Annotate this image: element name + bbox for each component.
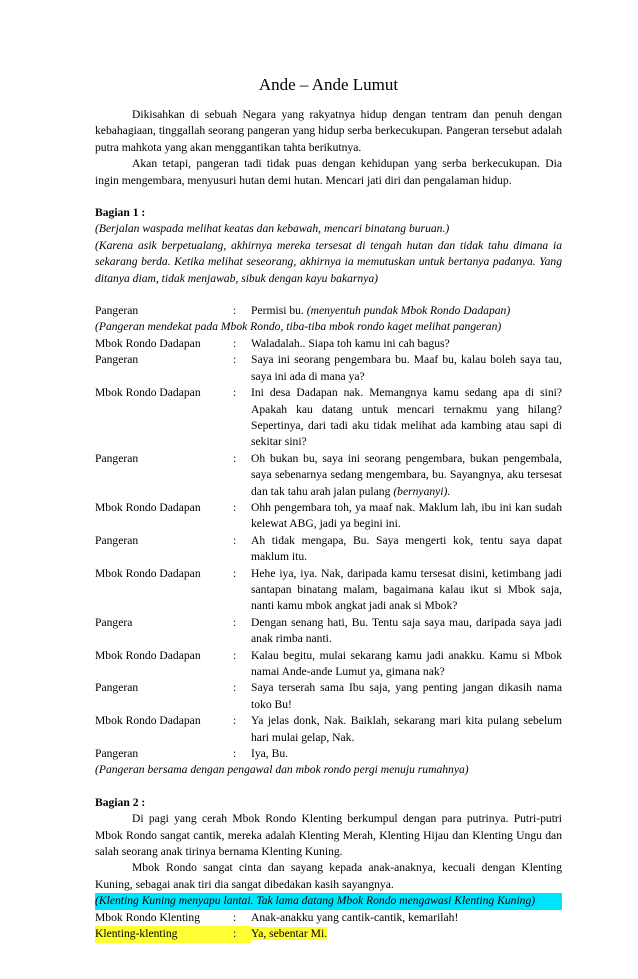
- speaker-name: Mbok Rondo Dadapan: [95, 386, 201, 400]
- intro-paragraph-1: Dikisahkan di sebuah Negara yang rakyatnya hidup dengan tentram dan penuh dengan kebahagiaan, tinggallah seorang pangeran yang hidup serba berkecukupan. Pangeran tersebut adalah putra mahkota yang akan menggantikan tahta berikutnya.: [95, 108, 562, 154]
- dialogue-row: [95, 303, 562, 319]
- speaker-name: Pangeran: [95, 747, 139, 761]
- speaker-colon: :: [233, 910, 237, 924]
- dialogue-text: Anak-anakku yang cantik-cantik, kemarilah!: [251, 910, 459, 924]
- speaker-colon: :: [233, 451, 237, 465]
- dialogue-line: [251, 926, 562, 942]
- speaker-colon: :: [233, 681, 237, 695]
- dialogue-row: [95, 352, 562, 385]
- dialogue-text: Ini desa Dadapan nak. Memangnya kamu sedang apa di sini? Apakah kau datang untuk mencari ternakmu yang hilang? Sepertinya, dari tadi aku tidak melihat ada kambing atau sapi di sekitar sini?: [251, 386, 562, 449]
- speaker-name: Pangeran: [95, 304, 139, 318]
- section-heading-bagian-1: Bagian 1 :: [95, 206, 146, 220]
- dialogue-text: Hehe iya, iya. Nak, daripada kamu tersesat disini, ketimbang jadi santapan binatang malam, bagaimana kalau ikut si Mbok saja, nanti kamu mbok angkat jadi anak si Mbok?: [251, 566, 562, 613]
- speaker-name: Mbok Rondo Dadapan: [95, 714, 201, 728]
- section-heading-bagian-2: Bagian 2 :: [95, 795, 146, 809]
- dialogue-text: Dengan senang hati, Bu. Tentu saja saya mau, daripada saya jadi anak rimba nanti.: [251, 615, 562, 646]
- speaker-colon: :: [233, 926, 251, 942]
- dialogue-text: Waladalah.. Siapa toh kamu ini cah bagus?: [251, 336, 450, 350]
- speaker-colon: :: [233, 353, 237, 367]
- bagian-2-paragraph-2: Mbok Rondo sangat cinta dan sayang kepada anak-anaknya, kecuali dengan Klenting Kuning, sebagai anak tiri dia sangat dibedakan kasih sayangnya.: [95, 861, 562, 891]
- speaker-colon: :: [233, 566, 237, 580]
- speaker-colon: :: [233, 304, 237, 318]
- dialogue-text: Kalau begitu, mulai sekarang kamu jadi anakku. Kamu si Mbok namai Ande-ande Lumut ya, gimana nak?: [251, 648, 562, 678]
- dialogue-text: Saya terserah sama Ibu saja, yang penting jangan dikasih nama toko Bu!: [251, 681, 562, 711]
- dialogue-text: Ya jelas donk, Nak. Baiklah, sekarang mari kita pulang sebelum hari mulai gelap, Nak.: [251, 714, 562, 744]
- stage-direction: (Berjalan waspada melihat keatas dan kebawah, mencari binatang buruan.): [95, 222, 450, 236]
- document-title: Ande – Ande Lumut: [258, 75, 399, 94]
- dialogue-row: [95, 648, 562, 681]
- stage-direction: (Pangeran bersama dengan pengawal dan mbok rondo pergi menuju rumahnya): [95, 763, 469, 777]
- speaker-name: Klenting-klenting: [95, 926, 233, 942]
- dialogue-row: [95, 713, 562, 746]
- inline-direction: (menyentuh pundak Mbok Rondo Dadapan): [306, 304, 511, 318]
- dialogue-row: [95, 566, 562, 615]
- bagian-2-paragraph-1: Di pagi yang cerah Mbok Rondo Klenting berkumpul dengan para putrinya. Putri-putri Mbok Rondo sangat cantik, mereka adalah Klenting Merah, Klenting Hijau dan Klenting Ungu dan salah seorang anak tirinya bernama Klenting Kuning.: [95, 812, 562, 859]
- dialogue-row-highlighted: [95, 926, 562, 942]
- speaker-colon: :: [233, 747, 237, 761]
- dialogue-row: [95, 451, 562, 500]
- dialogue-row: [95, 533, 562, 566]
- dialogue-row: [95, 615, 562, 648]
- speaker-colon: :: [233, 386, 237, 400]
- speaker-name: Mbok Rondo Dadapan: [95, 500, 201, 514]
- dialogue-row: [95, 680, 562, 713]
- dialogue-text: Ya, sebentar Mi.: [251, 927, 328, 941]
- speaker-name: Pangeran: [95, 681, 139, 695]
- speaker-name: Pangeran: [95, 353, 139, 367]
- speaker-colon: :: [233, 648, 237, 662]
- dialogue-row: [95, 746, 562, 762]
- stage-direction: (Pangeran mendekat pada Mbok Rondo, tiba-tiba mbok rondo kaget melihat pangeran): [95, 320, 502, 334]
- speaker-name: Mbok Rondo Dadapan: [95, 336, 201, 350]
- inline-direction: (bernyanyi).: [393, 484, 451, 498]
- speaker-name: Pangera: [95, 615, 133, 629]
- speaker-colon: :: [233, 336, 237, 350]
- speaker-colon: :: [233, 533, 237, 547]
- dialogue-row: [95, 910, 562, 926]
- speaker-name: Mbok Rondo Dadapan: [95, 566, 201, 580]
- dialogue-line: [251, 303, 562, 319]
- dialogue-text: Ohh pengembara toh, ya maaf nak. Maklum lah, ibu ini kan sudah kelewat ABG, jadi ya begini ini.: [251, 500, 562, 531]
- speaker-name: Pangeran: [95, 533, 139, 547]
- speaker-name: Mbok Rondo Dadapan: [95, 648, 201, 662]
- intro-paragraph-2: Akan tetapi, pangeran tadi tidak puas dengan kehidupan yang serba berkecukupan. Dia ingin mengembara, menyusuri hutan demi hutan. Mencari jati diri dan pengalaman hidup.: [95, 157, 562, 187]
- dialogue-row: [95, 336, 562, 352]
- dialogue-text: Ah tidak mengapa, Bu. Saya mengerti kok, tentu saya dapat maklum itu.: [251, 533, 562, 564]
- speaker-name: Mbok Rondo Klenting: [95, 910, 200, 924]
- speaker-colon: :: [233, 500, 237, 514]
- dialogue-line: [251, 451, 562, 500]
- stage-direction: (Karena asik berpetualang, akhirnya mereka tersesat di tengah hutan dan tidak tahu dimana ia sekarang berda. Ketika melihat seseorang, akhirnya ia memutuskan untuk bertanya padanya. Yang ditanya diam, tidak menjawab, sibuk dengan kayu bakarnya): [95, 238, 562, 285]
- dialogue-text: Oh bukan bu, saya ini seorang pengembara, bukan pengembala, saya sebenarnya sedang mengembara, bu. Sayangnya, aku tersesat dan tak tahu arah jalan pulang: [251, 451, 562, 498]
- speaker-name: Pangeran: [95, 451, 139, 465]
- highlighted-stage-direction: (Klenting Kuning menyapu lantai. Tak lama datang Mbok Rondo mengawasi Klenting Kuning): [95, 893, 562, 909]
- speaker-colon: :: [233, 714, 237, 728]
- dialogue-text: Saya ini seorang pengembara bu. Maaf bu, kalau boleh saya tau, saya ini ada di mana ya?: [251, 353, 562, 383]
- dialogue-row: [95, 500, 562, 533]
- dialogue-text: Permisi bu.: [251, 304, 304, 318]
- dialogue-row: [95, 385, 562, 451]
- speaker-colon: :: [233, 615, 237, 629]
- dialogue-text: Iya, Bu.: [251, 747, 289, 761]
